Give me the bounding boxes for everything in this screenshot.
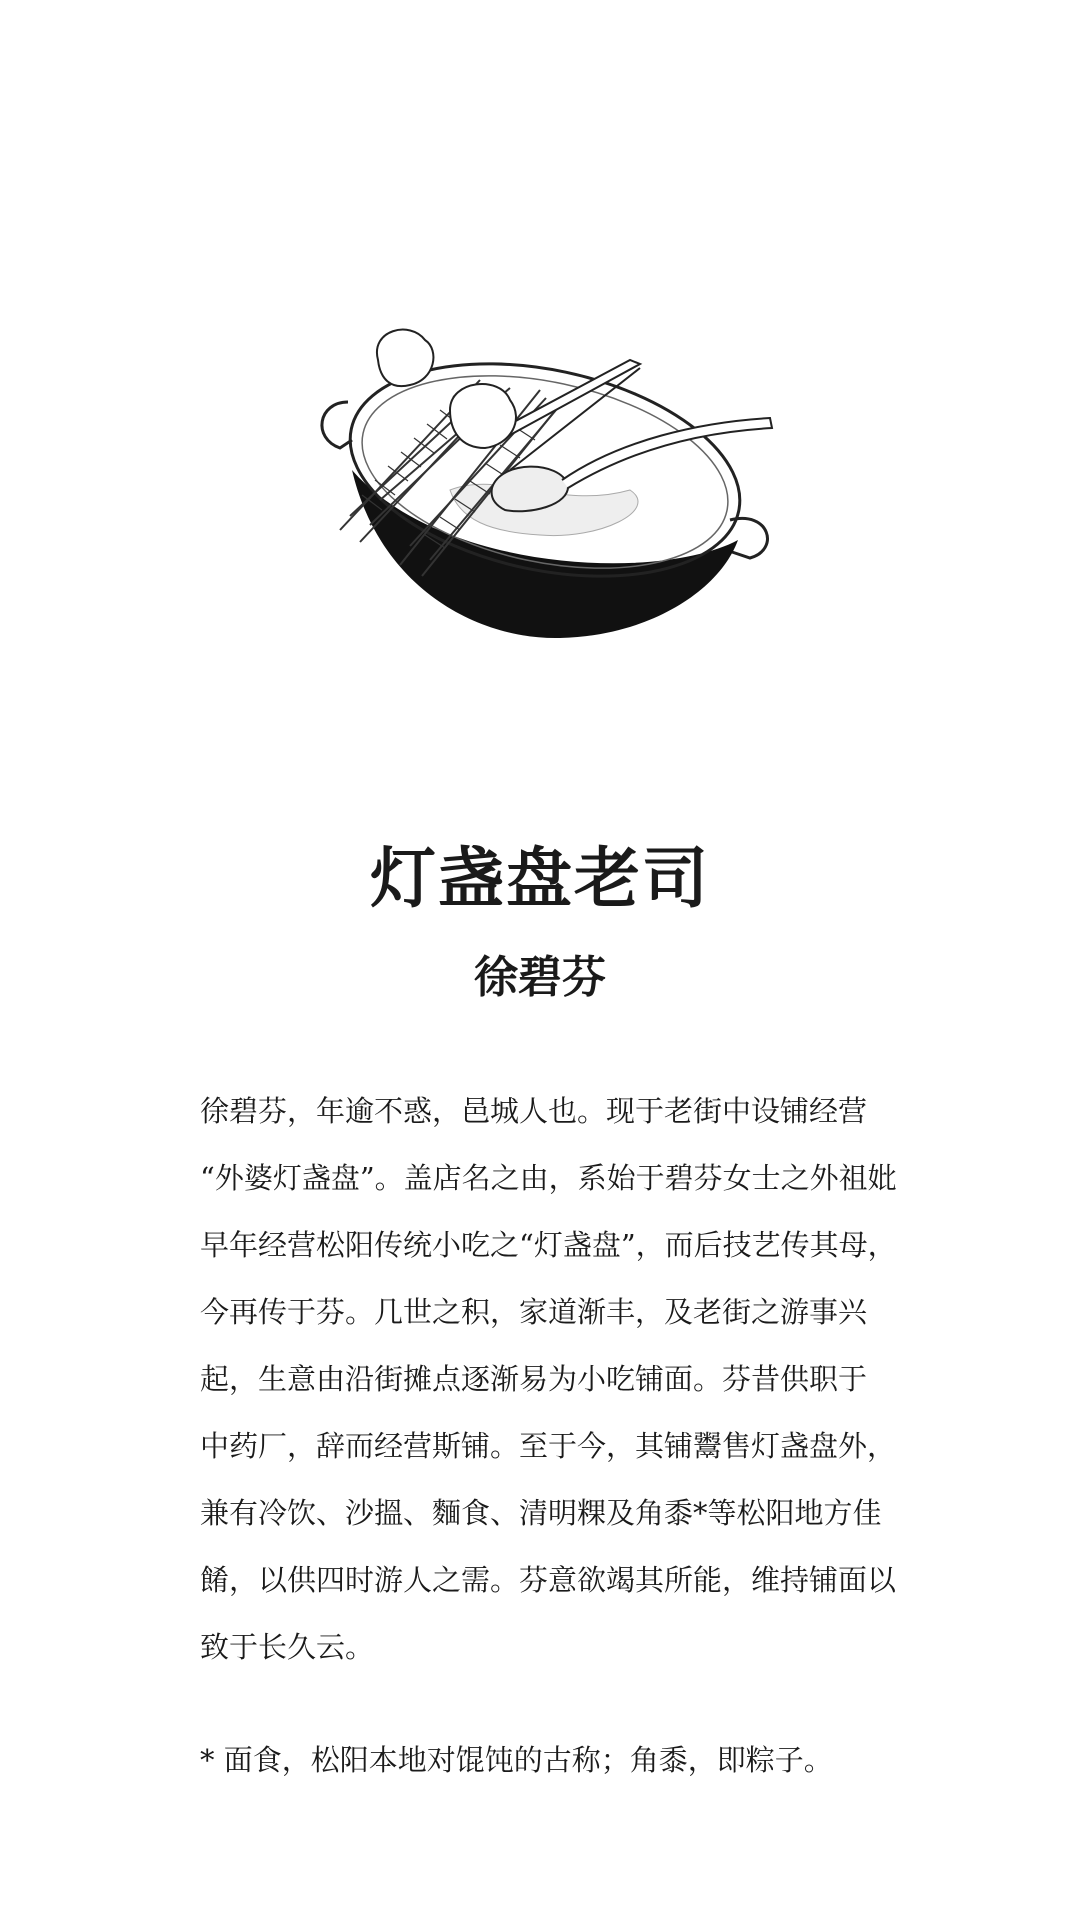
- body-line: 早年经营松阳传统小吃之“灯盏盘”，而后技艺传其母，: [200, 1228, 897, 1262]
- footnote: * 面食，松阳本地对馄饨的古称；角黍，即粽子。: [200, 1743, 833, 1777]
- body-line: 徐碧芬，年逾不惑，邑城人也。现于老街中设铺经营: [200, 1094, 868, 1128]
- body-line: “外婆灯盏盘”。盖店名之由，系始于碧芬女士之外祖妣: [200, 1161, 897, 1195]
- body-line: 餚，以供四时游人之需。芬意欲竭其所能，维持铺面以: [200, 1563, 897, 1597]
- article-author: 徐碧芬: [474, 952, 606, 1003]
- body-line: 兼有冷饮、沙搵、麵食、清明粿及角黍*等松阳地方佳: [200, 1496, 882, 1530]
- article-body: [200, 1078, 897, 1681]
- article-title: 灯盏盘老司: [370, 839, 710, 917]
- body-line: 起，生意由沿街摊点逐渐易为小吃铺面。芬昔供职于: [200, 1362, 868, 1396]
- body-line: 今再传于芬。几世之积，家道渐丰，及老街之游事兴: [200, 1295, 868, 1329]
- body-line: 致于长久云。: [200, 1630, 375, 1664]
- body-line: 中药厂，辞而经营斯铺。至于今，其铺鬻售灯盏盘外，: [200, 1429, 897, 1463]
- frying-pan-with-skewers-illustration: [300, 320, 940, 650]
